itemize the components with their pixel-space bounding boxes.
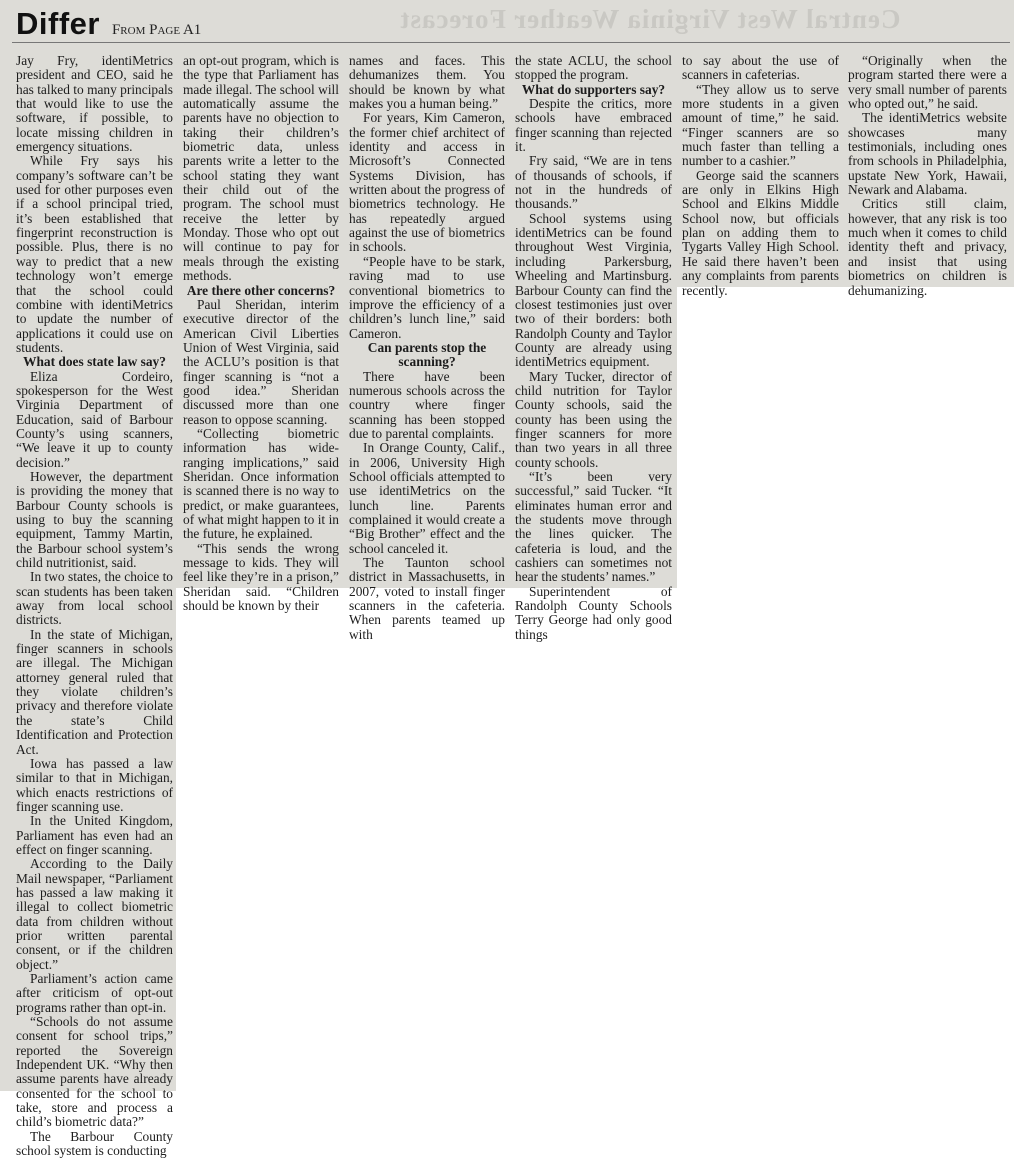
article-paragraph: “Collecting biometric information has wide-ranging implications,” said Sheridan. Once information is scanned there is no way to predict, or make guarantees, of what might happen to it in the future, he explained. bbox=[183, 425, 339, 542]
article-paragraph: Jay Fry, identiMetrics president and CEO, said he has talked to many principals that would like to use the software, if possible, to locate missing children in emergency situations. bbox=[16, 53, 173, 155]
headline-word: Differ bbox=[16, 6, 100, 41]
article-paragraph: “Schools do not assume consent for school trips,” reported the Sovereign Independent UK. “Why then assume parents have already consented for the school to take, store and process a child’s biometric data?” bbox=[16, 1014, 173, 1130]
article-paragraph: Despite the critics, more schools have embraced finger scanning than rejected it. bbox=[515, 96, 672, 155]
section-subhead: What does state law say? bbox=[23, 354, 166, 370]
article-paragraph: “This sends the wrong message to kids. They will feel like they’re in a prison,” Sheridan said. “Children should be known by their bbox=[183, 540, 339, 614]
article-headline bbox=[16, 6, 201, 40]
article-paragraph: George said the scanners are only in Elkins High School and Elkins Middle School now, but officials plan on adding them to Tygarts Valley High School. He said there haven’t been any complaints from parents recently. bbox=[682, 167, 839, 298]
headline-rule bbox=[12, 42, 1010, 43]
article-column-4 bbox=[515, 54, 672, 642]
article-paragraph: Eliza Cordeiro, spokesperson for the West Virginia Department of Education, said of Barbour County’s using scanners, “We leave it up to county decision.” bbox=[16, 368, 173, 470]
article-paragraph: In two states, the choice to scan students has been taken away from local school districts. bbox=[16, 569, 173, 628]
article-paragraph: In the state of Michigan, finger scanners in schools are illegal. The Michigan attorney general ruled that they violate children’s privacy and therefore violate the state’s Child Identification and Protection Act. bbox=[16, 626, 173, 757]
article-paragraph: The Taunton school district in Massachusetts, in 2007, voted to install finger scanners in the cafeteria. When parents teamed up with bbox=[349, 555, 505, 642]
article-column-2 bbox=[183, 54, 339, 613]
article-paragraph: The identiMetrics website showcases many testimonials, including ones from schools in Philadelphia, upstate New York, Hawaii, Newark and Alabama. bbox=[848, 110, 1007, 198]
article-paragraph: Mary Tucker, director of child nutrition for Taylor County schools, said the county has been using the finger scanners for more than two years in all three county schools. bbox=[515, 368, 672, 470]
article-paragraph: Parliament’s action came after criticism of opt-out programs rather than opt-in. bbox=[16, 971, 173, 1015]
article-paragraph: to say about the use of scanners in cafeterias. bbox=[682, 53, 839, 83]
article-paragraph: an opt-out program, which is the type that Parliament has made illegal. The school will automatically assume the parents have no objection to taking their children’s biometric data, unless parents write a letter to the school stating they want their child out of the program. The school must receive the letter by Monday. Those who opt out will continue to pay for meals through the existing methods. bbox=[183, 53, 339, 284]
article-paragraph: names and faces. This dehumanizes them. You should be known by what makes you a human being.” bbox=[349, 53, 505, 112]
article-paragraph: “They allow us to serve more students in a given amount of time,” he said. “Finger scanners are so much faster than telling a number to a cashier.” bbox=[682, 81, 839, 169]
article-paragraph: “It’s been very successful,” said Tucker. “It eliminates human error and the students move through the lines quicker. The cafeteria is loud, and the cashiers can sometimes not hear the students’ names.” bbox=[515, 468, 672, 585]
jump-line: From Page A1 bbox=[111, 22, 202, 38]
article-column-5 bbox=[682, 54, 839, 298]
article-paragraph: There have been numerous schools across the country where finger scanning has been stopped due to parental complaints. bbox=[349, 368, 505, 441]
article-paragraph: In Orange County, Calif., in 2006, University High School officials attempted to use identiMetrics on the lunch line. Parents complained it would create a “Big Brother” effect and the school canceled it. bbox=[349, 440, 505, 556]
article-paragraph: School systems using identiMetrics can be found throughout West Virginia, including Parkersburg, Wheeling and Martinsburg. Barbour County can find the closest testimonies just over two of their borders: both Randolph County and Taylor County are already using identiMetrics equipment. bbox=[515, 210, 672, 370]
article-paragraph: While Fry says his company’s software can’t be used for other purposes even if a school principal tried, it’s been established that fingerprint reconstruction is possible. Plus, there is no way to predict that a new technology won’t emerge that the school could combine with identiMetrics to update the number of applications it could use on students. bbox=[16, 153, 173, 355]
bleed-through-masthead: Central West Virginia Weather Forecast bbox=[399, 4, 901, 34]
article-paragraph: Fry said, “We are in tens of thousands of schools, if not in the hundreds of thousands.” bbox=[515, 153, 672, 212]
article-paragraph: Iowa has passed a law similar to that in Michigan, which enacts restrictions of finger scanning use. bbox=[16, 755, 173, 814]
section-subhead: Are there other concerns? bbox=[186, 282, 336, 298]
article-column-1 bbox=[16, 54, 173, 1158]
article-paragraph: However, the department is providing the money that Barbour County schools is using to buy the scanning equipment, Tammy Martin, the Barbour school system’s child nutritionist, said. bbox=[16, 468, 173, 571]
article-paragraph: Critics still claim, however, that any risk is too much when it comes to child identity theft and privacy, and insist that using biometrics on children is dehumanizing. bbox=[848, 196, 1007, 298]
article-paragraph: “People have to be stark, raving mad to use conventional biometrics to improve the efficiency of a children’s lunch line,” said Cameron. bbox=[349, 253, 505, 341]
article-paragraph: In the United Kingdom, Parliament has even had an effect on finger scanning. bbox=[16, 813, 173, 857]
article-paragraph: “Originally when the program started there were a very small number of parents who opted out,” he said. bbox=[848, 53, 1007, 112]
section-subhead: What do supporters say? bbox=[521, 81, 666, 97]
article-column-6 bbox=[848, 54, 1007, 298]
article-paragraph: The Barbour County school system is conducting bbox=[16, 1128, 173, 1158]
article-column-3 bbox=[349, 54, 505, 642]
article-paragraph: Superintendent of Randolph County Schools Terry George had only good things bbox=[515, 583, 672, 642]
article-paragraph: For years, Kim Cameron, the former chief architect of identity and access in Microsoft’s Connected Systems Division, has written about the progress of biometrics technology. He has repeatedly argued against the use of biometrics in schools. bbox=[349, 110, 505, 255]
article-paragraph: According to the Daily Mail newspaper, “Parliament has passed a law making it illegal to collect biometric data from children without prior written parental consent, or if the children object.” bbox=[16, 856, 173, 972]
article-paragraph: the state ACLU, the school stopped the program. bbox=[515, 53, 672, 83]
section-subhead: Can parents stop the scanning? bbox=[367, 339, 487, 370]
article-paragraph: Paul Sheridan, interim executive director of the American Civil Liberties Union of West Virginia, said the ACLU’s position is that finger scanning is “not a good idea.” Sheridan discussed more than one reason to oppose scanning. bbox=[183, 296, 339, 427]
